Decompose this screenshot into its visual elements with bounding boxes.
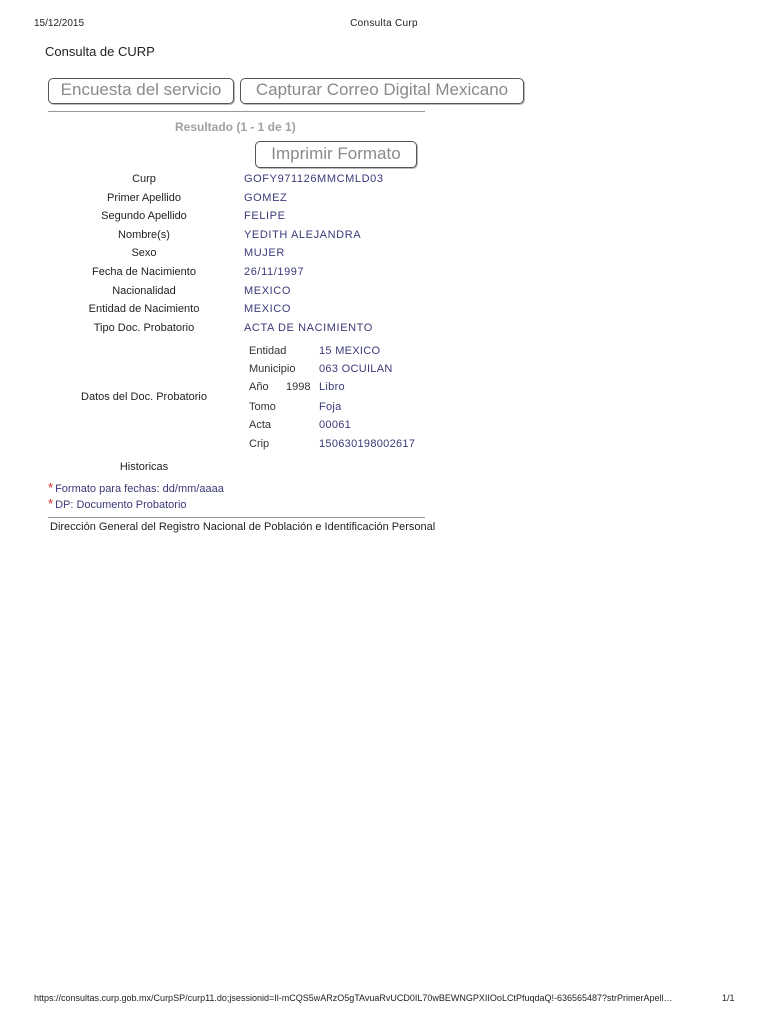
field-value: GOMEZ: [244, 192, 288, 204]
entidad-value: 15 MEXICO: [319, 345, 381, 357]
capturar-correo-button[interactable]: Capturar Correo Digital Mexicano: [240, 78, 524, 104]
field-label: Sexo: [131, 247, 157, 259]
anio-label: Año: [249, 381, 269, 393]
field-label: Primer Apellido: [107, 192, 181, 204]
field-value: MEXICO: [244, 303, 291, 315]
field-label: Nacionalidad: [112, 285, 176, 297]
foja-label: Foja: [319, 401, 342, 413]
field-label: Entidad de Nacimiento: [88, 303, 200, 315]
historicas-label: Historicas: [119, 461, 169, 473]
field-value: FELIPE: [244, 210, 286, 222]
note-dp: [48, 496, 187, 511]
encuesta-button[interactable]: Encuesta del servicio: [48, 78, 234, 104]
libro-label: Libro: [319, 381, 345, 393]
municipio-label: Municipio: [249, 363, 296, 375]
field-value: MEXICO: [244, 285, 291, 297]
print-title: Consulta Curp: [350, 18, 418, 29]
tomo-label: Tomo: [249, 401, 276, 413]
top-divider: [48, 111, 425, 112]
field-value: 26/11/1997: [244, 266, 305, 278]
imprimir-button[interactable]: Imprimir Formato: [255, 141, 417, 168]
field-value: MUJER: [244, 247, 285, 259]
footer-institution: Dirección General del Registro Nacional de Población e Identificación Personal: [50, 521, 436, 533]
note-text: Formato para fechas: dd/mm/aaaa: [55, 483, 224, 495]
acta-label: Acta: [249, 419, 272, 431]
field-value: ACTA DE NACIMIENTO: [244, 322, 373, 334]
crip-label: Crip: [249, 438, 270, 450]
print-footer-url: https://consultas.curp.gob.mx/CurpSP/curp11.do;jsessionid=Il-mCQS5wARzO5gTAvuaRvUCD0IL70wBEWNGPXIIOoLCtPfuqdaQ!-636565487?strPrimerApell…: [34, 993, 673, 1003]
page-title: Consulta de CURP: [45, 44, 155, 59]
field-value: YEDITH ALEJANDRA: [244, 229, 362, 241]
field-label: Nombre(s): [118, 229, 170, 241]
crip-value: 150630198002617: [319, 438, 416, 450]
field-label: Curp: [132, 173, 156, 185]
required-star-icon: *: [48, 480, 54, 495]
result-count: Resultado (1 - 1 de 1): [175, 120, 296, 134]
municipio-value: 063 OCUILAN: [319, 363, 393, 375]
field-value: GOFY971126MMCMLD03: [244, 173, 384, 185]
field-label: Tipo Doc. Probatorio: [93, 322, 195, 334]
acta-value: 00061: [319, 419, 352, 431]
entidad-label: Entidad: [249, 345, 287, 357]
field-label: Fecha de Nacimiento: [92, 266, 196, 278]
print-footer-page: 1/1: [722, 993, 735, 1003]
field-label: Segundo Apellido: [101, 210, 187, 222]
doc-probatorio-label: Datos del Doc. Probatorio: [81, 391, 207, 403]
anio-value: 1998: [286, 381, 311, 393]
note-formato-fechas: [48, 480, 224, 495]
required-star-icon: *: [48, 496, 54, 511]
bottom-divider: [48, 517, 425, 518]
note-text: DP: Documento Probatorio: [55, 499, 187, 511]
print-date: 15/12/2015: [34, 18, 85, 29]
